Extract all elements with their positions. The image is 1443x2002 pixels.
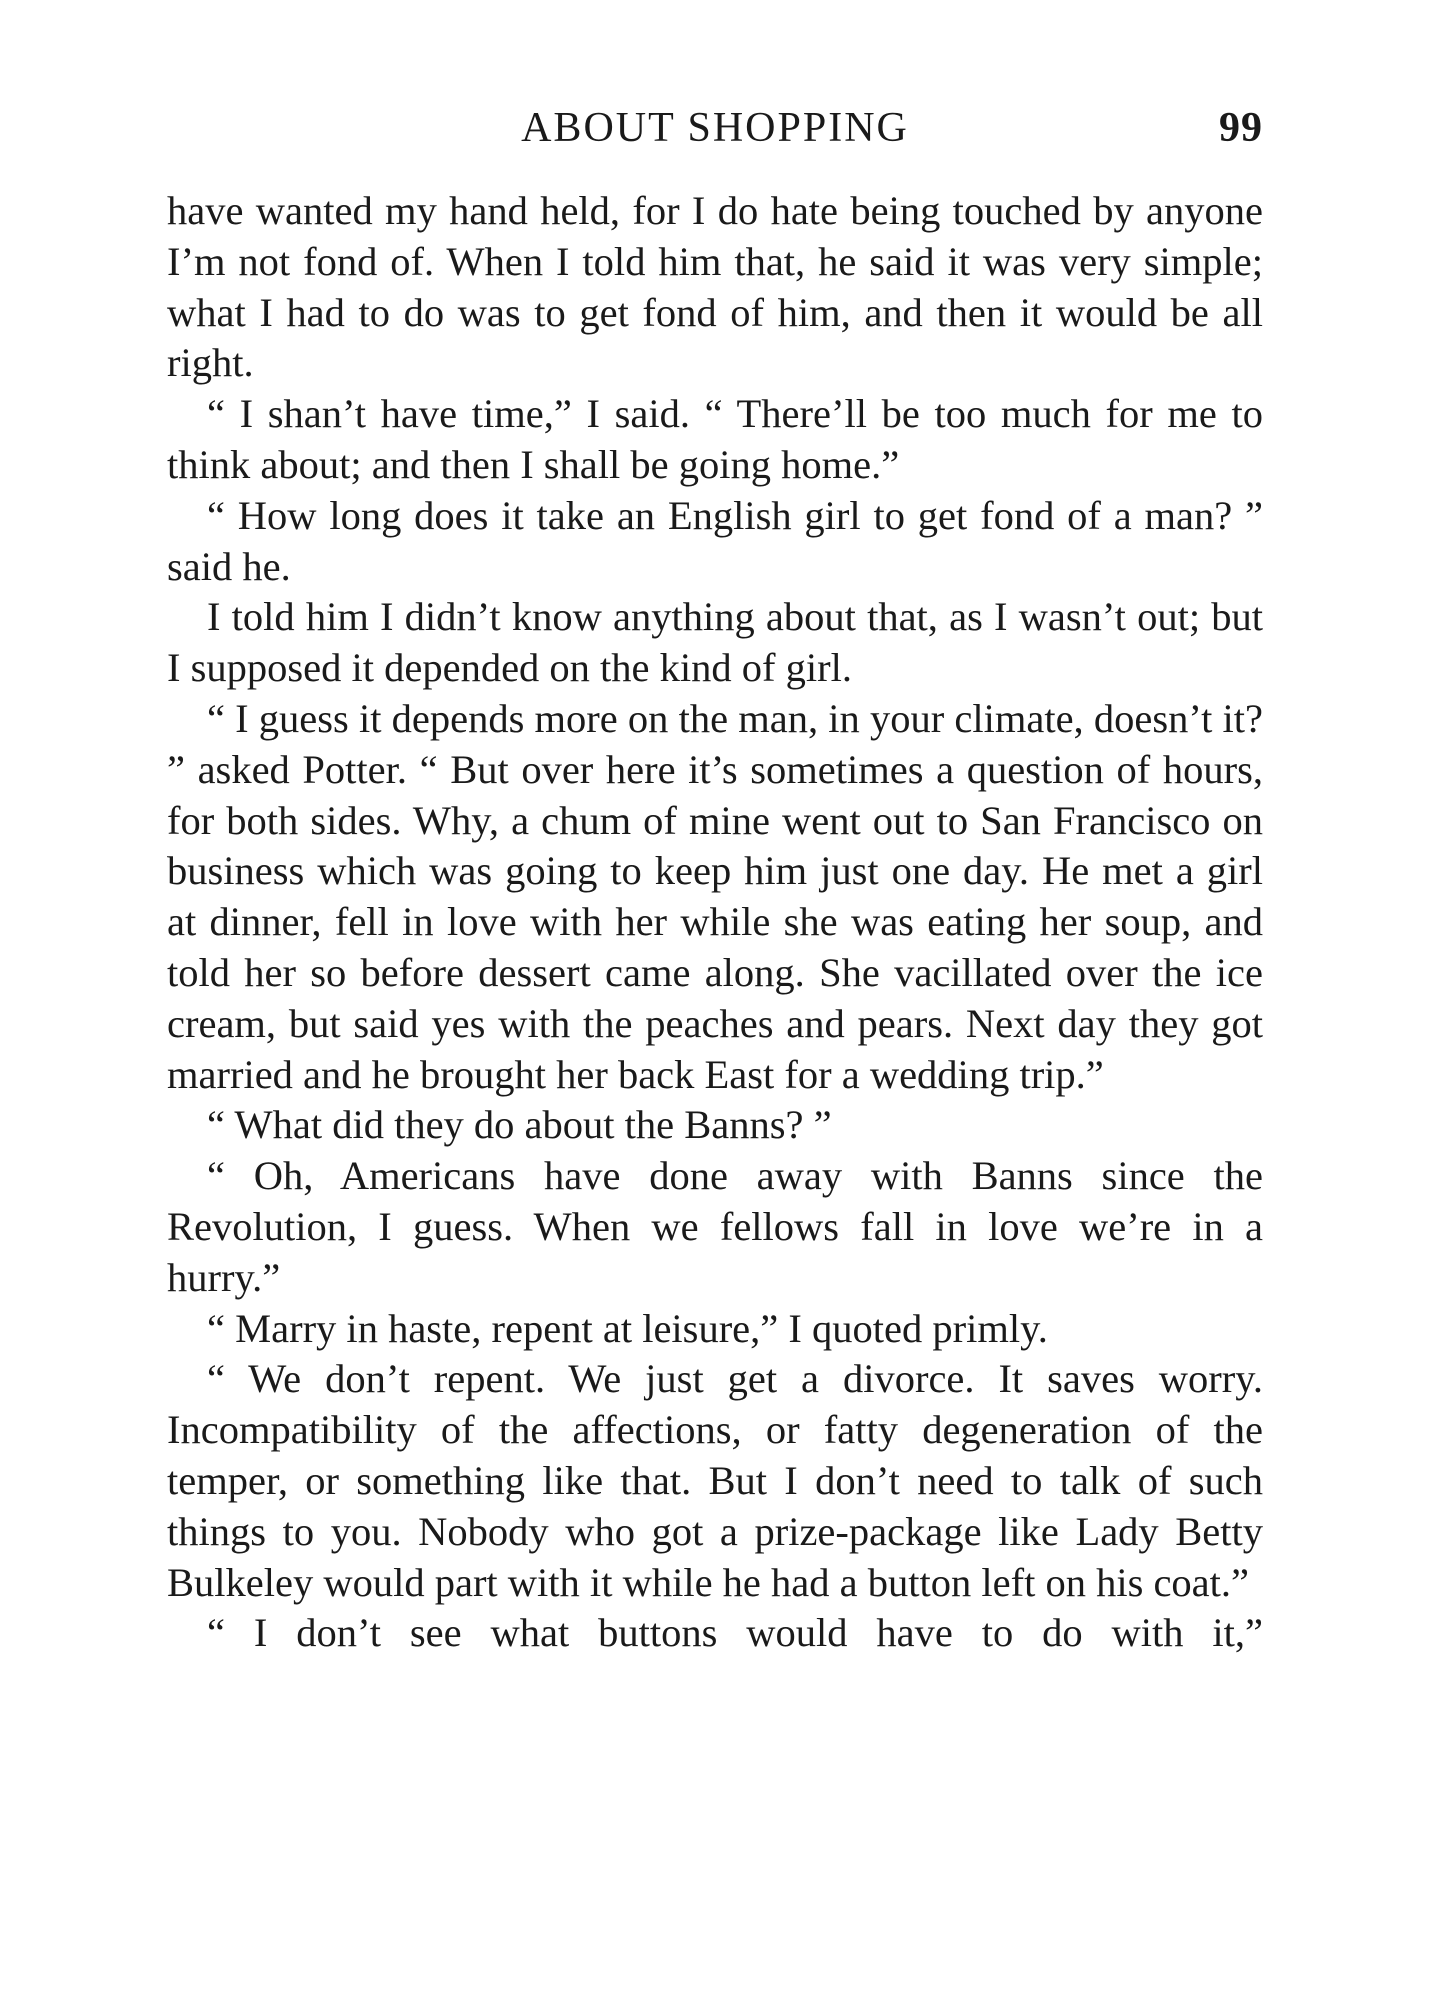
paragraph: “ I shan’t have time,” I said. “ There’ll be too much for me to think about; and then I shall be going home.” (167, 391, 1263, 487)
text-body (167, 186, 1263, 1659)
running-header (167, 104, 1263, 164)
book-page (167, 104, 1263, 1659)
paragraph: “ Marry in haste, repent at leisure,” I quoted primly. (207, 1305, 1048, 1351)
page-number: 99 (1219, 105, 1263, 151)
paragraph: have wanted my hand held, for I do hate being touched by anyone I’m not fond of. When I told him that, he said it was very simple; what I had to do was to get fond of him, and then it would be all right. (167, 188, 1263, 386)
paragraph: “ What did they do about the Banns? ” (207, 1102, 832, 1148)
running-title: ABOUT SHOPPING (521, 105, 909, 151)
paragraph: “ Oh, Americans have done away with Banns since the Revolution, I guess. When we fellows fall in love we’re in a hurry.” (167, 1153, 1263, 1300)
paragraph: “ I don’t see what buttons would have to do with it,” (207, 1610, 1263, 1656)
paragraph: “ We don’t repent. We just get a divorce. It saves worry. Incompatibility of the affections, or fatty degeneration of the temper, or something like that. But I don’t need to talk of such things to you. Nobody who got a prize-package like Lady Betty Bulkeley would part with it while he had a button left on his coat.” (167, 1356, 1263, 1605)
paragraph: I told him I didn’t know anything about that, as I wasn’t out; but I supposed it depended on the kind of girl. (167, 594, 1263, 691)
paragraph: “ I guess it depends more on the man, in your climate, doesn’t it? ” asked Potter. “ But over here it’s sometimes a question of hours, for both sides. Why, a chum of mine went out to San Francisco on business which was going to keep him just one day. He met a girl at dinner, fell in love with her while she was eating her soup, and told her so before dessert came along. She vacillated over the ice cream, but said yes with the peaches and pears. Next day they got married and he brought her back East for a wedding trip.” (167, 695, 1263, 1097)
paragraph: “ How long does it take an English girl to get fond of a man? ” said he. (167, 492, 1263, 589)
